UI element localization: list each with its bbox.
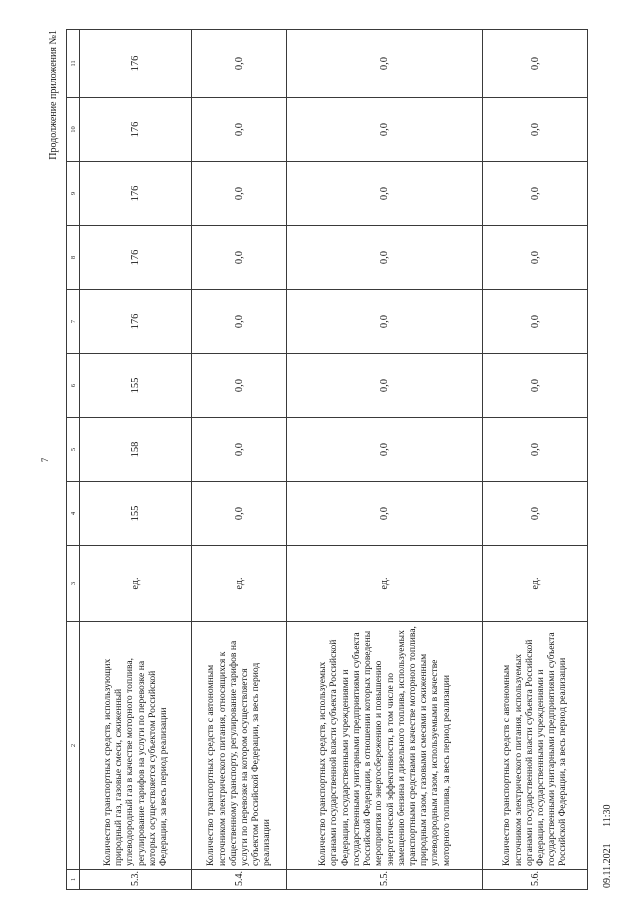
header-cell: 11 xyxy=(67,30,80,98)
value-cell: 0,0 xyxy=(483,98,588,162)
value-cell: 0,0 xyxy=(192,98,287,162)
row-unit: ед. xyxy=(192,546,287,622)
value-cell: 176 xyxy=(80,30,192,98)
row-unit: ед. xyxy=(80,546,192,622)
value-cell: 0,0 xyxy=(287,162,483,226)
value-cell: 155 xyxy=(80,482,192,546)
footer-timestamp xyxy=(602,804,613,888)
value-cell: 0,0 xyxy=(483,162,588,226)
value-cell: 176 xyxy=(80,290,192,354)
table-row xyxy=(287,30,483,890)
value-cell: 0,0 xyxy=(483,226,588,290)
value-cell: 0,0 xyxy=(483,482,588,546)
header-cell: 9 xyxy=(67,162,80,226)
value-cell: 0,0 xyxy=(483,290,588,354)
value-cell: 158 xyxy=(80,418,192,482)
value-cell: 0,0 xyxy=(287,290,483,354)
value-cell: 176 xyxy=(80,162,192,226)
value-cell: 0,0 xyxy=(483,30,588,98)
row-number: 5.4. xyxy=(192,870,287,890)
header-cell: 10 xyxy=(67,98,80,162)
value-cell: 0,0 xyxy=(287,30,483,98)
value-cell: 0,0 xyxy=(483,354,588,418)
rotated-page xyxy=(40,30,615,890)
value-cell: 155 xyxy=(80,354,192,418)
row-unit: ед. xyxy=(287,546,483,622)
value-cell: 0,0 xyxy=(192,226,287,290)
header-cell: 3 xyxy=(67,546,80,622)
row-number: 5.6. xyxy=(483,870,588,890)
value-cell: 0,0 xyxy=(192,354,287,418)
value-cell: 0,0 xyxy=(483,418,588,482)
footer-time: 11:30 xyxy=(602,804,613,827)
page-number: 7 xyxy=(40,457,50,463)
footer-date: 09.11.2021 xyxy=(602,843,613,888)
value-cell: 0,0 xyxy=(192,162,287,226)
header-cell: 5 xyxy=(67,418,80,482)
indicators-table xyxy=(66,29,588,890)
header-cell: 2 xyxy=(67,622,80,870)
row-description: Количество транспортных средств, использующих природный газ, газовые смеси, сжиженный углеводородный газ в качестве моторного топлива, регулирование тарифов на услуги по перевозке на которых осуществляется субъектом Российской Федерации, за весь период реализации xyxy=(80,622,192,870)
value-cell: 0,0 xyxy=(287,98,483,162)
value-cell: 0,0 xyxy=(192,290,287,354)
value-cell: 0,0 xyxy=(287,354,483,418)
table-row xyxy=(80,30,192,890)
value-cell: 0,0 xyxy=(192,418,287,482)
header-cell: 7 xyxy=(67,290,80,354)
header-row xyxy=(67,30,80,890)
header-cell: 8 xyxy=(67,226,80,290)
value-cell: 0,0 xyxy=(287,418,483,482)
row-description: Количество транспортных средств с автономным источником электрического питания, используемых органами государственной власти субъекта Российской Федерации, государственными учреждениями и государственными унитарными предприятиями субъекта Российской Федерации, за весь период реализации xyxy=(483,622,588,870)
row-number: 5.5. xyxy=(287,870,483,890)
value-cell: 176 xyxy=(80,226,192,290)
value-cell: 0,0 xyxy=(287,482,483,546)
value-cell: 0,0 xyxy=(287,226,483,290)
row-number: 5.3. xyxy=(80,870,192,890)
header-cell: 1 xyxy=(67,870,80,890)
row-description: Количество транспортных средств с автономным источником электрического питания, относящихся к общественному транспорту, регулирование тарифов на услуги по перевозке на котором осуществляется субъектом Российской Федерации, за весь период реализации xyxy=(192,622,287,870)
row-unit: ед. xyxy=(483,546,588,622)
value-cell: 0,0 xyxy=(192,482,287,546)
value-cell: 176 xyxy=(80,98,192,162)
value-cell: 0,0 xyxy=(192,30,287,98)
header-cell: 6 xyxy=(67,354,80,418)
table-row xyxy=(483,30,588,890)
table-row xyxy=(192,30,287,890)
continuation-label: Продолжение приложения №1 xyxy=(48,30,59,160)
row-description: Количество транспортных средств, используемых органами государственной власти субъекта Российской Федерации, государственными учреждениями и государственными унитарными предприятиями субъекта Российской Федерации, в отношении которых проведены мероприятия по энергосбережению и повышению энергетической эффективности, в том числе по замещению бензина и дизельного топлива, используемых транспортными средствами в качестве моторного топлива, природным газом, газовыми смесями и сжиженным углеводородным газом, используемыми в качестве моторного топлива, за весь период реализации xyxy=(287,622,483,870)
header-cell: 4 xyxy=(67,482,80,546)
